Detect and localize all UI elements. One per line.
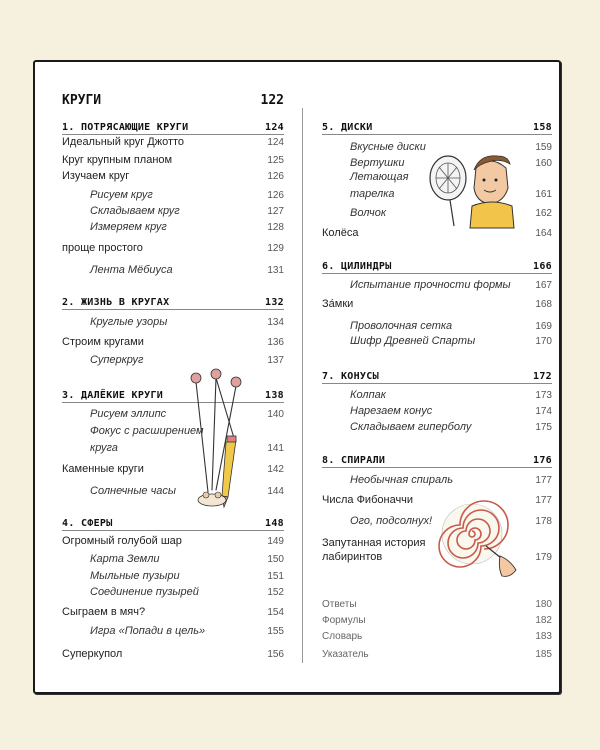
column-divider [302,108,303,663]
toc-entry-title: Нарезаем конус [350,405,433,417]
toc-entry-page: 176 [533,455,552,466]
toc-entry-title: Круг крупным планом [62,154,173,166]
toc-entry-page: 175 [535,422,552,433]
toc-entry-title: 2. ЖИЗНЬ В КРУГАХ [62,297,170,308]
toc-entry-title: Карта Земли [90,553,160,565]
toc-entry-title: Игра «Попади в цель» [90,625,206,637]
toc-entry-page: 159 [535,142,552,153]
toc-entry-title: 6. ЦИЛИНДРЫ [322,261,392,272]
toc-entry-title: Запутанная история [322,537,426,549]
toc-entry-title: Изучаем круг [62,170,130,182]
toc-entry-page: 142 [267,464,284,475]
toc-entry-page: 134 [267,317,284,328]
toc-entry-page: 183 [535,631,552,642]
toc-entry-page: 144 [267,486,284,497]
toc-entry-page: 126 [267,171,284,182]
toc-entry-page: 156 [267,649,284,660]
toc-entry-title: 7. КОНУСЫ [322,371,379,382]
toc-entry-title: Соединение пузырей [90,586,199,598]
toc-entry-title: Летающая [350,171,409,183]
toc-entry-title: Вертушки [350,157,405,169]
toc-entry-page: 148 [265,518,284,529]
toc-entry-title: 3. ДАЛЁКИЕ КРУГИ [62,390,164,401]
chapter-underline [322,383,552,384]
toc-entry-title: Суперкупол [62,648,123,660]
toc-entry-page: 158 [533,122,552,133]
toc-entry-title: 1. ПОТРЯСАЮЩИЕ КРУГИ [62,122,189,133]
toc-entry-page: 151 [267,571,284,582]
toc-entry-title: Идеальный круг Джотто [62,136,185,148]
toc-entry-page: 182 [535,615,552,626]
toc-entry-title: Мыльные пузыри [90,570,180,582]
toc-entry-title: Строим кругами [62,336,144,348]
toc-entry-title: Круглые узоры [90,316,168,328]
toc-entry-page: 160 [535,158,552,169]
toc-entry-page: 129 [267,243,284,254]
toc-entry-title: лабиринтов [322,551,383,563]
toc-entry-page: 128 [267,222,284,233]
toc-entry-page: 168 [535,299,552,310]
toc-entry-page: 170 [535,336,552,347]
toc-entry-page: 177 [535,495,552,506]
toc-entry-title: Шифр Древней Спарты [350,335,476,347]
toc-entry-title: Каменные круги [62,463,144,475]
toc-entry-page: 149 [267,536,284,547]
toc-entry-page: 126 [267,190,284,201]
toc-entry-title: Суперкруг [90,354,144,366]
pencil-compass-illustration [178,362,254,517]
toc-entry-page: 155 [267,626,284,637]
toc-entry-page: 178 [535,516,552,527]
toc-entry-title: 8. СПИРАЛИ [322,455,386,466]
toc-entry-title: За́мки [322,298,354,310]
toc-entry-title: Формулы [322,615,366,626]
toc-entry-title: Фокус с расширением [90,425,204,437]
toc-entry-title: Волчок [350,207,387,219]
toc-entry-title: Рисуем эллипс [90,408,167,420]
chapter-underline [322,467,552,468]
toc-entry-page: 150 [267,554,284,565]
boy-with-fan-illustration [426,146,516,230]
toc-entry-title: Колпак [350,389,386,401]
toc-entry-title: Огромный голубой шар [62,535,182,547]
chapter-underline [322,134,552,135]
toc-entry-page: 167 [535,280,552,291]
toc-entry-title: Числа Фибоначчи [322,494,414,506]
toc-entry-page: 137 [267,355,284,366]
toc-entry-page: 132 [265,297,284,308]
toc-entry-title: Лента Мёбиуса [90,264,173,276]
toc-entry-page: 124 [267,137,284,148]
toc-entry-title: Вкусные диски [350,141,426,153]
toc-entry-page: 166 [533,261,552,272]
spiral-drawing-illustration [438,500,520,580]
toc-entry-title: Необычная спираль [350,474,454,486]
toc-entry-title: Колёса [322,227,359,239]
toc-entry-page: 141 [267,443,284,454]
toc-title: КРУГИ [62,93,102,108]
toc-entry-title: 4. СФЕРЫ [62,518,113,529]
toc-entry-title: Словарь [322,631,363,642]
toc-entry-title: круга [90,442,118,454]
toc-entry-page: 131 [267,265,284,276]
toc-entry-title: 5. ДИСКИ [322,122,373,133]
toc-entry-page: 161 [535,189,552,200]
toc-entry-title: тарелка [350,188,395,200]
toc-entry-title: Измеряем круг [90,221,167,233]
toc-entry-page: 152 [267,587,284,598]
toc-entry-title: Рисуем круг [90,189,153,201]
toc-entry-title: Сыграем в мяч? [62,606,146,618]
toc-entry-page: 124 [265,122,284,133]
toc-entry-title: проще простого [62,242,143,254]
toc-entry-page: 169 [535,321,552,332]
toc-entry-page: 162 [535,208,552,219]
toc-entry-title: Указатель [322,649,369,660]
toc-entry-page: 138 [265,390,284,401]
toc-title-page: 122 [260,93,284,108]
toc-entry-page: 185 [535,649,552,660]
toc-entry-page: 136 [267,337,284,348]
chapter-underline [62,309,284,310]
toc-entry-title: Испытание прочности формы [350,279,511,291]
toc-entry-page: 177 [535,475,552,486]
chapter-underline [62,134,284,135]
toc-entry-title: Складываем гиперболу [350,421,472,433]
chapter-underline [62,530,284,531]
toc-entry-page: 180 [535,599,552,610]
toc-entry-page: 127 [267,206,284,217]
toc-entry-title: Ого, подсолнух! [350,515,433,527]
toc-entry-page: 154 [267,607,284,618]
toc-entry-title: Солнечные часы [90,485,176,497]
toc-entry-title: Проволочная сетка [350,320,453,332]
toc-entry-page: 179 [535,552,552,563]
toc-entry-title: Складываем круг [90,205,180,217]
chapter-underline [322,273,552,274]
toc-entry-page: 164 [535,228,552,239]
toc-entry-page: 173 [535,390,552,401]
toc-entry-page: 174 [535,406,552,417]
toc-entry-page: 172 [533,371,552,382]
toc-entry-page: 140 [267,409,284,420]
toc-entry-page: 125 [267,155,284,166]
toc-entry-title: Ответы [322,599,357,610]
